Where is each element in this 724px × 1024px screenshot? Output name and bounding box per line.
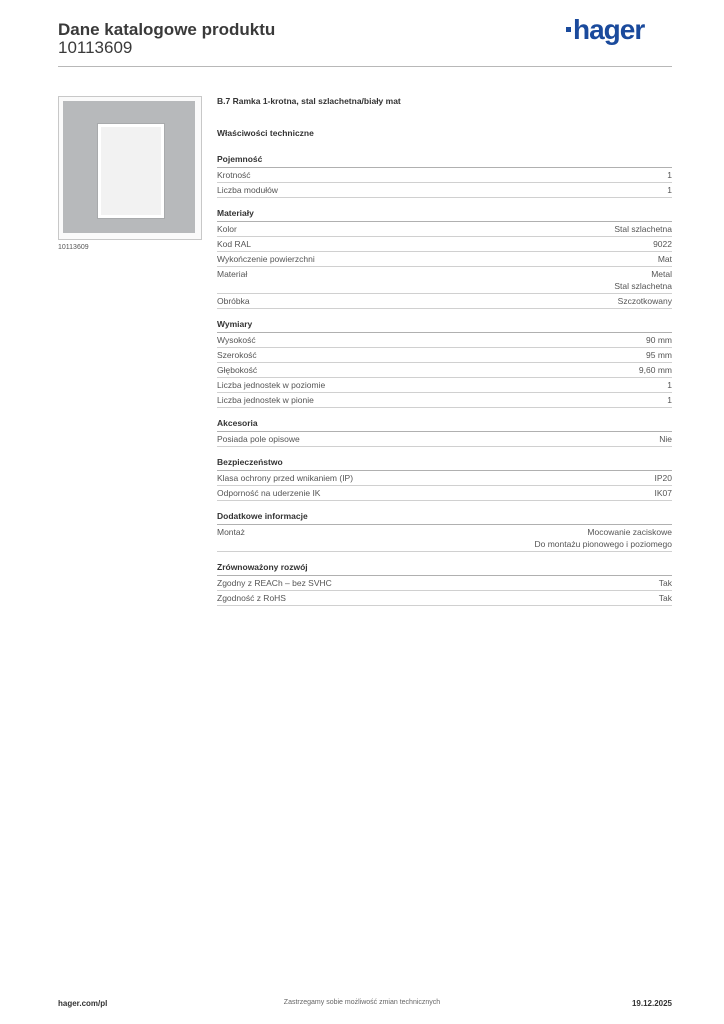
spec-value-line: Tak	[658, 593, 672, 603]
footer-website[interactable]: hager.com/pl	[58, 999, 108, 1008]
spec-value-line: 9,60 mm	[638, 365, 672, 375]
spec-row	[217, 237, 672, 252]
image-caption: 10113609	[58, 244, 89, 251]
spec-value-line: 1	[667, 395, 672, 405]
spec-label: Obróbka	[217, 296, 250, 306]
spec-value-line: 1	[667, 380, 672, 390]
spec-value-line: 1	[667, 170, 672, 180]
frame-insert	[98, 124, 164, 218]
spec-value-line: 90 mm	[646, 335, 672, 345]
spec-row	[217, 183, 672, 198]
spec-value-line: Mat	[657, 254, 672, 264]
logo-text: hager	[573, 14, 645, 45]
logo-dot-icon	[566, 27, 571, 32]
spec-label: Liczba modułów	[217, 185, 278, 195]
spec-label: Kod RAL	[217, 239, 252, 249]
spec-label: Głębokość	[217, 365, 258, 375]
hager-logo	[566, 14, 644, 46]
spec-value	[658, 253, 672, 265]
spec-row	[217, 393, 672, 408]
spec-row	[217, 168, 672, 183]
section-title: Wymiary	[217, 318, 672, 333]
spec-value	[646, 334, 672, 346]
spec-value	[534, 526, 672, 550]
spec-row	[217, 486, 672, 501]
spec-row	[217, 591, 672, 606]
spec-value	[655, 472, 673, 484]
spec-label: Zgodność z RoHS	[217, 593, 286, 603]
spec-value	[659, 433, 672, 445]
spec-row	[217, 525, 672, 552]
spec-value	[667, 394, 672, 406]
spec-value	[667, 379, 672, 391]
spec-label: Krotność	[217, 170, 251, 180]
spec-row	[217, 378, 672, 393]
section-title: Akcesoria	[217, 417, 672, 432]
spec-label: Montaż	[217, 527, 245, 537]
spec-value-line: 9022	[653, 239, 672, 249]
page-title: Dane katalogowe produktu	[58, 20, 276, 39]
spec-value-line: Nie	[659, 434, 672, 444]
spec-label: Klasa ochrony przed wnikaniem (IP)	[217, 473, 354, 483]
spec-label: Odporność na uderzenie IK	[217, 488, 321, 498]
spec-label: Posiada pole opisowe	[217, 434, 300, 444]
spec-row	[217, 471, 672, 486]
spec-value-line: Tak	[658, 578, 672, 588]
footer-disclaimer: Zastrzegamy sobie możliwość zmian technicznych	[283, 999, 441, 1006]
spec-value-line: 1	[667, 185, 672, 195]
spec-label: Kolor	[217, 224, 237, 234]
spec-value	[618, 295, 672, 307]
spec-value-line: Metal	[651, 269, 672, 279]
spec-row	[217, 267, 672, 294]
spec-value	[614, 268, 672, 292]
product-code: 10113609	[58, 38, 133, 57]
spec-label: Wykończenie powierzchni	[217, 254, 315, 264]
spec-value	[667, 184, 672, 196]
spec-value-line: Mocowanie zaciskowe	[587, 527, 672, 537]
frame-outer	[63, 101, 195, 233]
spec-value-line: IK07	[654, 488, 672, 498]
spec-value-line: Do montażu pionowego i poziomego	[534, 539, 672, 549]
spec-row	[217, 333, 672, 348]
spec-value	[655, 487, 673, 499]
spec-value	[667, 169, 672, 181]
spec-content	[217, 96, 672, 606]
spec-row	[217, 348, 672, 363]
spec-value	[639, 364, 672, 376]
spec-label: Wysokość	[217, 335, 256, 345]
spec-row	[217, 363, 672, 378]
spec-value	[614, 223, 672, 235]
header-divider	[58, 66, 672, 67]
spec-label: Liczba jednostek w pionie	[217, 395, 314, 405]
spec-value	[659, 577, 672, 589]
properties-title: Właściwości techniczne	[217, 128, 314, 138]
spec-value-line: Szczotkowany	[617, 296, 672, 306]
spec-label: Zgodny z REACh – bez SVHC	[217, 578, 332, 588]
spec-value-line: Stal szlachetna	[614, 281, 672, 291]
section-title: Bezpieczeństwo	[217, 456, 672, 471]
spec-label: Materiał	[217, 269, 248, 279]
section-title: Zrównoważony rozwój	[217, 561, 672, 576]
spec-value	[659, 592, 672, 604]
spec-value-line: Stal szlachetna	[614, 224, 672, 234]
spec-row	[217, 294, 672, 309]
spec-value	[646, 349, 672, 361]
footer-date: 19.12.2025	[631, 999, 672, 1008]
spec-value	[653, 238, 672, 250]
section-title: Dodatkowe informacje	[217, 510, 672, 525]
spec-row	[217, 222, 672, 237]
spec-row	[217, 252, 672, 267]
spec-label: Szerokość	[217, 350, 257, 360]
spec-value-line: IP20	[654, 473, 672, 483]
spec-row	[217, 576, 672, 591]
section-title: Pojemność	[217, 153, 672, 168]
spec-label: Liczba jednostek w poziomie	[217, 380, 326, 390]
product-name: B.7 Ramka 1-krotna, stal szlachetna/biały mat	[217, 96, 401, 106]
spec-sections	[217, 153, 672, 606]
spec-row	[217, 432, 672, 447]
section-title: Materiały	[217, 207, 672, 222]
spec-value-line: 95 mm	[646, 350, 672, 360]
product-image	[58, 96, 202, 240]
